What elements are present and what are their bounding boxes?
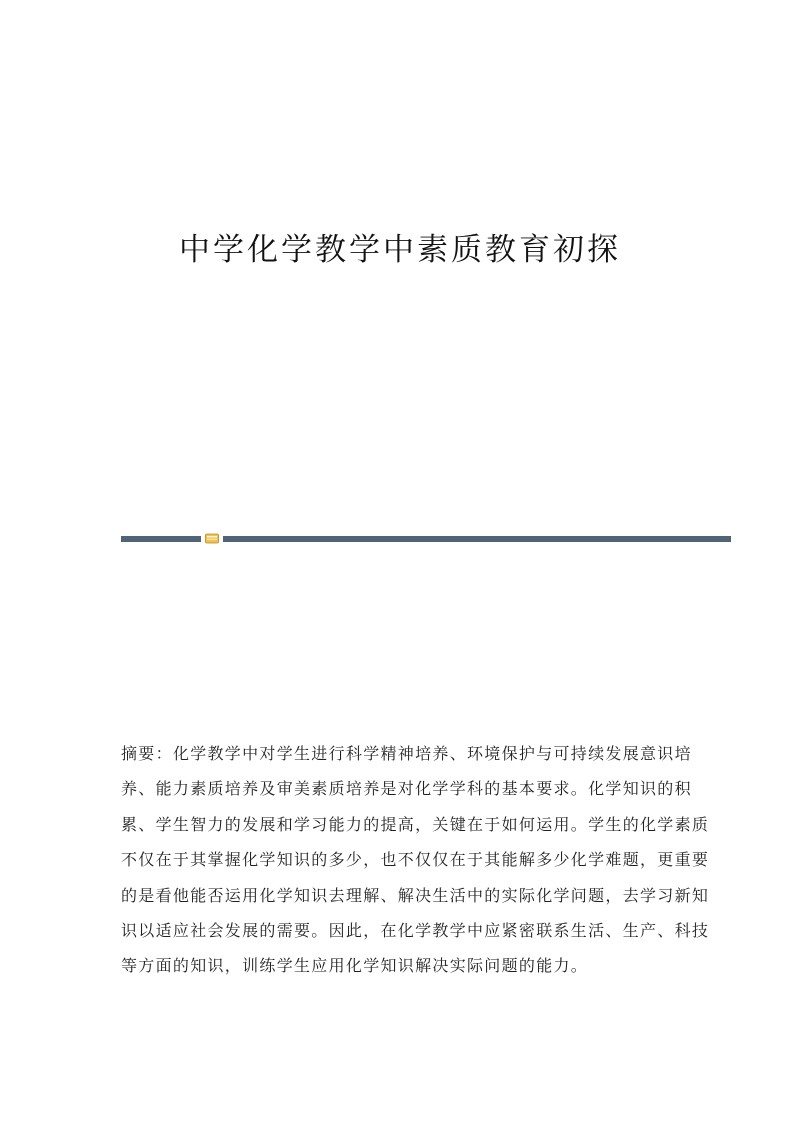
abstract-line: 等方面的知识，训练学生应用化学知识解决实际问题的能力。 — [121, 956, 589, 976]
section-divider — [121, 532, 731, 544]
divider-bar-left — [121, 536, 201, 542]
abstract-line: 累、学生智力的发展和学习能力的提高，关键在于如何运用。学生的化学素质 — [121, 814, 710, 834]
pencil-icon — [205, 533, 219, 544]
abstract-line: 的是看他能否运用化学知识去理解、解决生活中的实际化学问题，去学习新知 — [121, 885, 710, 905]
document-title: 中学化学教学中素质教育初探 — [179, 232, 621, 268]
abstract-line: 不仅在于其掌握化学知识的多少，也不仅仅在于其能解多少化学难题，更重要 — [121, 850, 710, 870]
abstract-paragraph — [121, 736, 710, 984]
divider-bar-right — [223, 536, 731, 542]
abstract-line: 养、能力素质培养及审美素质培养是对化学学科的基本要求。化学知识的积 — [121, 779, 692, 799]
abstract-line: 识以适应社会发展的需要。因此，在化学教学中应紧密联系生活、生产、科技 — [121, 921, 710, 941]
abstract-line: 摘要：化学教学中对学生进行科学精神培养、环境保护与可持续发展意识培 — [121, 744, 692, 763]
